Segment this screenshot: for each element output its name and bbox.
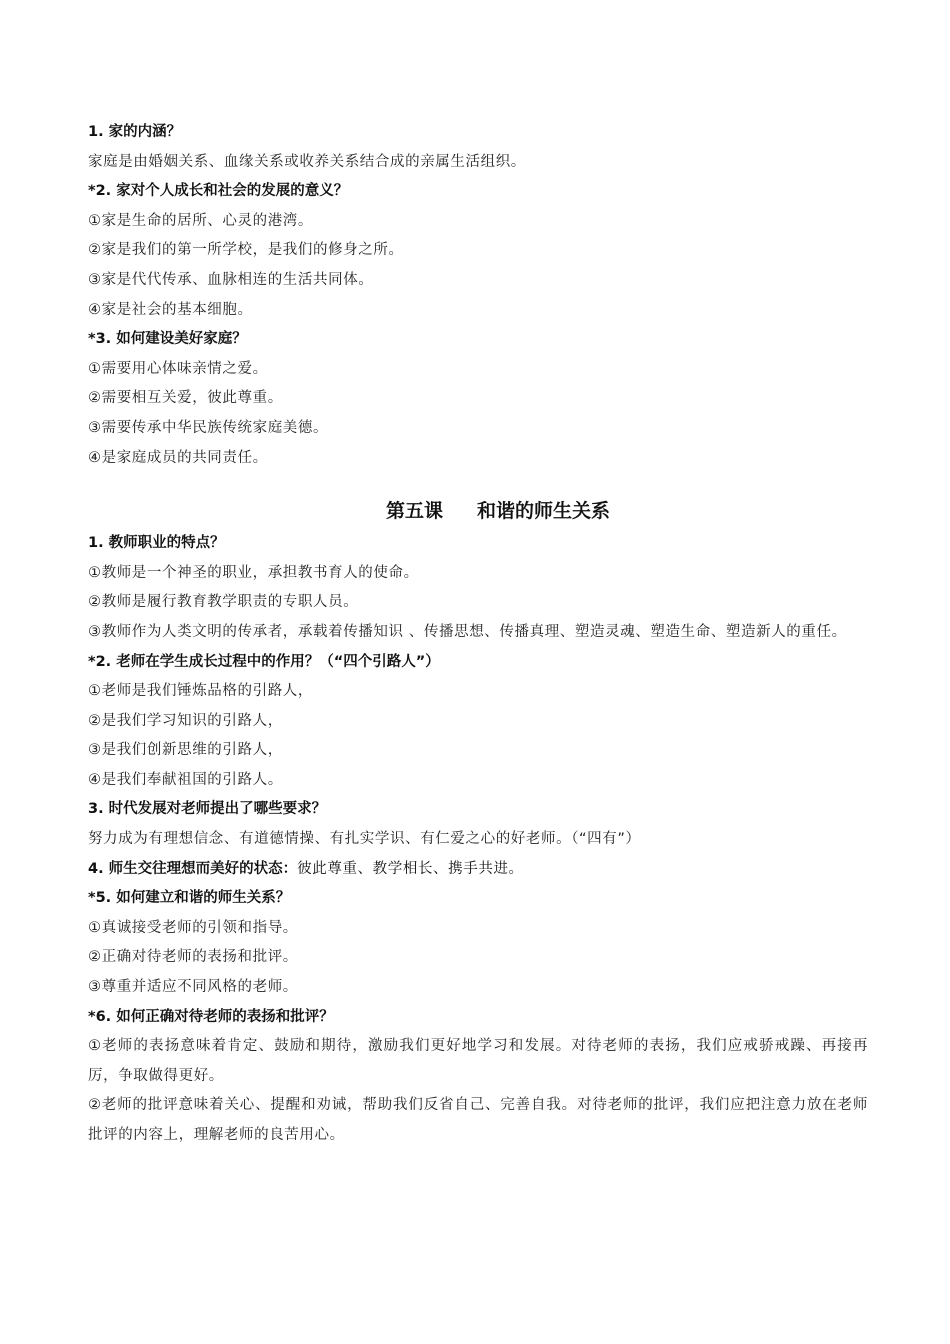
document-body [88,118,868,1151]
answer-3-item: ④是家庭成员的共同责任。 [88,449,268,466]
lesson-answer-5-item: ①真诚接受老师的引领和指导。 [88,919,298,936]
lesson-question-4 [88,855,868,885]
answer-1: 家庭是由婚姻关系、血缘关系或收养关系结合成的亲属生活组织。 [88,153,526,170]
lesson-number: 第五课 [385,500,443,523]
answer-2-item: ③家是代代传承、血脉相连的生活共同体。 [88,271,374,288]
question-1: 1. 家的内涵？ [88,124,182,140]
lesson-answer-5-item: ③尊重并适应不同风格的老师。 [88,979,298,996]
lesson-answer-2-item: ②是我们学习知识的引路人， [88,712,283,729]
lesson-answer-2-item: ③是我们创新思维的引路人， [88,742,283,759]
question-3: *3. 如何建设美好家庭？ [88,331,247,348]
lesson-question-3: 3. 时代发展对老师提出了哪些要求？ [88,801,327,818]
lesson-answer-3: 努力成为有理想信念、有道德情操、有扎实学识、有仁爱之心的好老师。（“四有”） [88,831,641,848]
lesson-answer-4: 彼此尊重、教学相长、携手共进。 [297,860,524,877]
lesson-question-5: *5. 如何建立和谐的师生关系？ [88,890,291,907]
question-2: *2. 家对个人成长和社会的发展的意义？ [88,183,349,200]
answer-2-item: ①家是生命的居所、心灵的港湾。 [88,212,313,229]
lesson-title [88,495,868,527]
answer-3-item: ①需要用心体味亲情之爱。 [88,360,268,377]
lesson-answer-2-item: ①老师是我们锤炼品格的引路人， [88,683,313,700]
lesson-question-6: *6. 如何正确对待老师的表扬和批评？ [88,1008,334,1025]
lesson-answer-6-item: ②老师的批评意味着关心、提醒和劝诫，帮助我们反省自己、完善自我。对待老师的批评，我们应把注意力放在老师批评的内容上，理解老师的良苦用心。 [88,1097,868,1143]
answer-2-item: ②家是我们的第一所学校，是我们的修身之所。 [88,242,404,259]
lesson-answer-5-item: ②正确对待老师的表扬和批评。 [88,949,298,966]
lesson-answer-1-item: ②教师是履行教育教学职责的专职人员。 [88,594,359,611]
lesson-question-1: 1. 教师职业的特点？ [88,535,225,552]
lesson-question-4-label: 4. 师生交往理想而美好的状态： [88,860,298,877]
lesson-name: 和谐的师生关系 [477,500,611,523]
lesson-answer-6-item: ①老师的表扬意味着肯定、鼓励和期待，激励我们更好地学习和发展。对待老师的表扬，我们应戒骄戒躁、再接再厉，争取做得更好。 [88,1038,868,1084]
lesson-answer-2-item: ④是我们奉献祖国的引路人。 [88,771,283,788]
answer-3-item: ②需要相互关爱，彼此尊重。 [88,390,283,407]
answer-2-item: ④家是社会的基本细胞。 [88,301,253,318]
lesson-answer-1-item: ①教师是一个神圣的职业，承担教书育人的使命。 [88,564,419,581]
answer-3-item: ③需要传承中华民族传统家庭美德。 [88,419,329,436]
lesson-answer-1-item: ③教师作为人类文明的传承者，承载着传播知识 、传播思想、传播真理、塑造灵魂、塑造生命、塑造新人的重任。 [88,623,847,640]
lesson-question-2: *2. 老师在学生成长过程中的作用？（“四个引路人”） [88,653,440,670]
